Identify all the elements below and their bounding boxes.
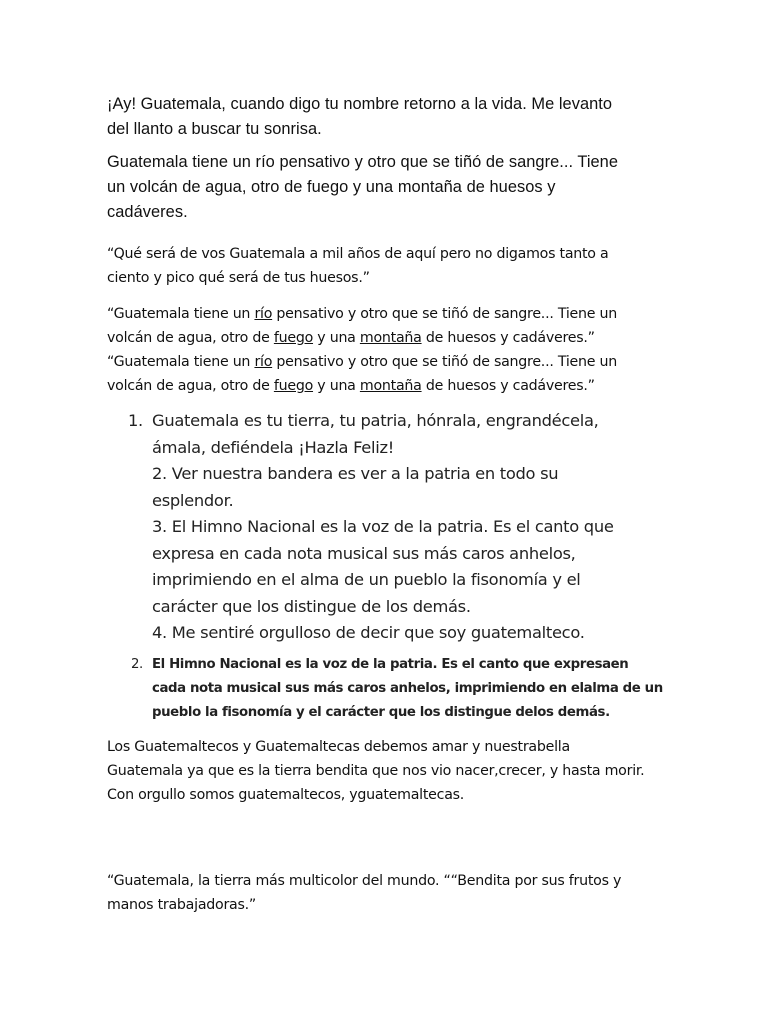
numbered-list-item-2 xyxy=(107,653,668,725)
text-line: 4. Me sentiré orgulloso de decir que soy guatemalteco. xyxy=(152,623,585,642)
text-line: volcán de agua, otro de fuego y una montaña de huesos y cadáveres.” xyxy=(107,378,595,394)
closing-quote-paragraph xyxy=(107,869,668,917)
text-line: cadáveres. xyxy=(107,203,188,221)
text-line: volcán de agua, otro de fuego y una montaña de huesos y cadáveres.” xyxy=(107,330,595,346)
text-line: esplendor. xyxy=(152,490,234,510)
underlined-word-montana: montaña xyxy=(359,378,422,394)
love-guatemala-paragraph xyxy=(107,735,668,807)
text-line: “Guatemala tiene un río pensativo y otro que se tiñó de sangre... Tiene un xyxy=(107,354,617,370)
text-line: Guatemala es tu tierra, tu patria, hónrala, engrandécela, xyxy=(152,411,599,430)
underlined-word-fuego: fuego xyxy=(273,330,314,346)
text-line: Guatemala tiene un río pensativo y otro que se tiñó de sangre... Tiene xyxy=(107,153,619,171)
list-number: 2. xyxy=(131,656,143,672)
text-line: Con orgullo somos guatemaltecos, yguatemaltecas. xyxy=(107,786,465,803)
text-line: ¡Ay! Guatemala, cuando digo tu nombre retorno a la vida. Me levanto xyxy=(107,95,613,113)
text-line: Los Guatemaltecos y Guatemaltecas debemos amar y nuestrabella xyxy=(107,738,570,755)
underlined-word-rio: río xyxy=(254,354,273,370)
text-line: “Guatemala, la tierra más multicolor del mundo. ““Bendita por sus frutos y xyxy=(107,872,622,889)
text-line: imprimiendo en el alma de un pueblo la fisonomía y el xyxy=(152,570,581,589)
repeated-quote-paragraph xyxy=(107,302,668,398)
quote-paragraph xyxy=(107,242,668,290)
text-line: “Qué será de vos Guatemala a mil años de aquí pero no digamos tanto a xyxy=(107,246,609,262)
text-line: 2. Ver nuestra bandera es ver a la patria en todo su xyxy=(152,464,559,483)
text-line: cada nota musical sus más caros anhelos, imprimiendo en elalma de un xyxy=(152,680,663,696)
river-volcano-paragraph xyxy=(107,150,668,225)
text-line: “Guatemala tiene un río pensativo y otro que se tiñó de sangre... Tiene un xyxy=(107,306,617,322)
underlined-word-rio: río xyxy=(254,306,273,322)
text-line: carácter que los distingue de los demás. xyxy=(152,596,471,616)
text-line: 3. El Himno Nacional es la voz de la patria. Es el canto que xyxy=(152,517,614,536)
numbered-list-item-1 xyxy=(107,408,668,647)
text-line: ciento y pico qué será de tus huesos.” xyxy=(107,270,370,286)
underlined-word-montana: montaña xyxy=(359,330,422,346)
text-line: un volcán de agua, otro de fuego y una montaña de huesos y xyxy=(107,178,556,196)
text-line: expresa en cada nota musical sus más caros anhelos, xyxy=(152,543,576,563)
underlined-word-fuego: fuego xyxy=(273,378,314,394)
text-line: El Himno Nacional es la voz de la patria. Es el canto que expresaen xyxy=(152,656,629,672)
text-line: ámala, defiéndela ¡Hazla Feliz! xyxy=(152,437,394,457)
text-line: Guatemala ya que es la tierra bendita que nos vio nacer,crecer, y hasta morir. xyxy=(107,762,645,779)
intro-paragraph xyxy=(107,92,668,142)
text-line: pueblo la fisonomía y el carácter que los distingue delos demás. xyxy=(152,704,610,720)
list-number: 1. xyxy=(128,411,143,430)
text-line: manos trabajadoras.” xyxy=(107,896,256,913)
text-line: del llanto a buscar tu sonrisa. xyxy=(107,120,322,138)
